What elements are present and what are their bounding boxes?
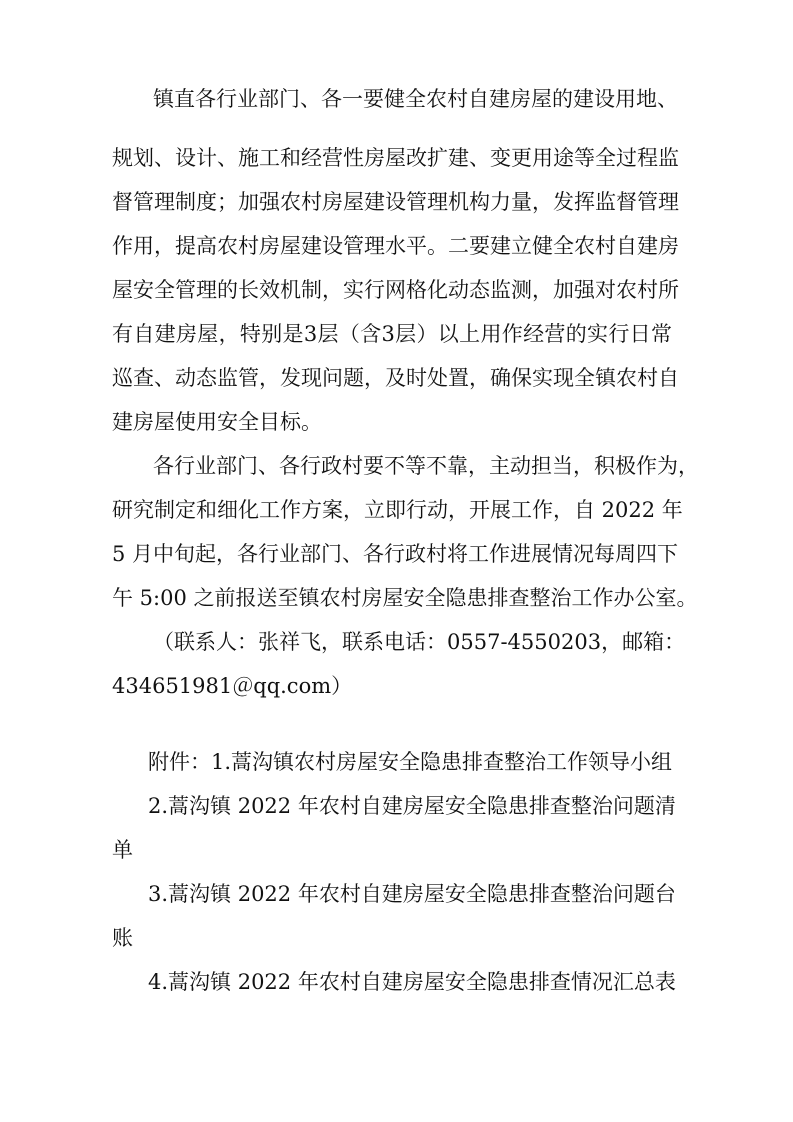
paragraph-1-line-5: 屋安全管理的长效机制，实行网格化动态监测，加强对农村所: [112, 278, 679, 302]
attachment-1: 附件：1.蒿沟镇农村房屋安全隐患排查整治工作领导小组: [148, 750, 673, 774]
paragraph-2-line-1: 各行业部门、各行政村要不等不靠，主动担当，积极作为，: [153, 454, 699, 478]
paragraph-1-line-4: 作用，提高农村房屋建设管理水平。二要建立健全农村自建房: [112, 234, 679, 258]
paragraph-1-line-7: 巡查、动态监管，发现问题，及时处置，确保实现全镇农村自: [112, 366, 679, 390]
paragraph-2-line-4: 午 5:00 之前报送至镇农村房屋安全隐患排查整治工作办公室。: [112, 586, 698, 610]
contact-line-2: 434651981＠qq.com）: [112, 674, 353, 698]
attachment-2-line-2: 单: [112, 838, 133, 862]
attachment-3-line-1: 3.蒿沟镇 2022 年农村自建房屋安全隐患排查整治问题台: [148, 882, 676, 906]
attachment-4: 4.蒿沟镇 2022 年农村自建房屋安全隐患排查情况汇总表: [148, 970, 676, 994]
paragraph-2-line-3: 5 月中旬起，各行业部门、各行政村将工作进展情况每周四下: [112, 542, 679, 566]
paragraph-1-line-1: 镇直各行业部门、各一要健全农村自建房屋的建设用地、: [153, 87, 678, 111]
paragraph-1-line-6: 有自建房屋，特别是3层（含3层）以上用作经营的实行日常: [112, 322, 672, 346]
paragraph-1-line-2: 规划、设计、施工和经营性房屋改扩建、变更用途等全过程监: [112, 146, 679, 170]
paragraph-2-line-2: 研究制定和细化工作方案，立即行动，开展工作，自 2022 年: [112, 498, 683, 522]
paragraph-1-line-3: 督管理制度；加强农村房屋建设管理机构力量，发挥监督管理: [112, 190, 679, 214]
attachment-3-line-2: 账: [112, 926, 133, 950]
paragraph-1-line-8: 建房屋使用安全目标。: [112, 410, 322, 434]
contact-line-1: （联系人：张祥飞，联系电话：0557-4550203，邮箱：: [153, 630, 686, 654]
attachment-2-line-1: 2.蒿沟镇 2022 年农村自建房屋安全隐患排查整治问题清: [148, 794, 676, 818]
